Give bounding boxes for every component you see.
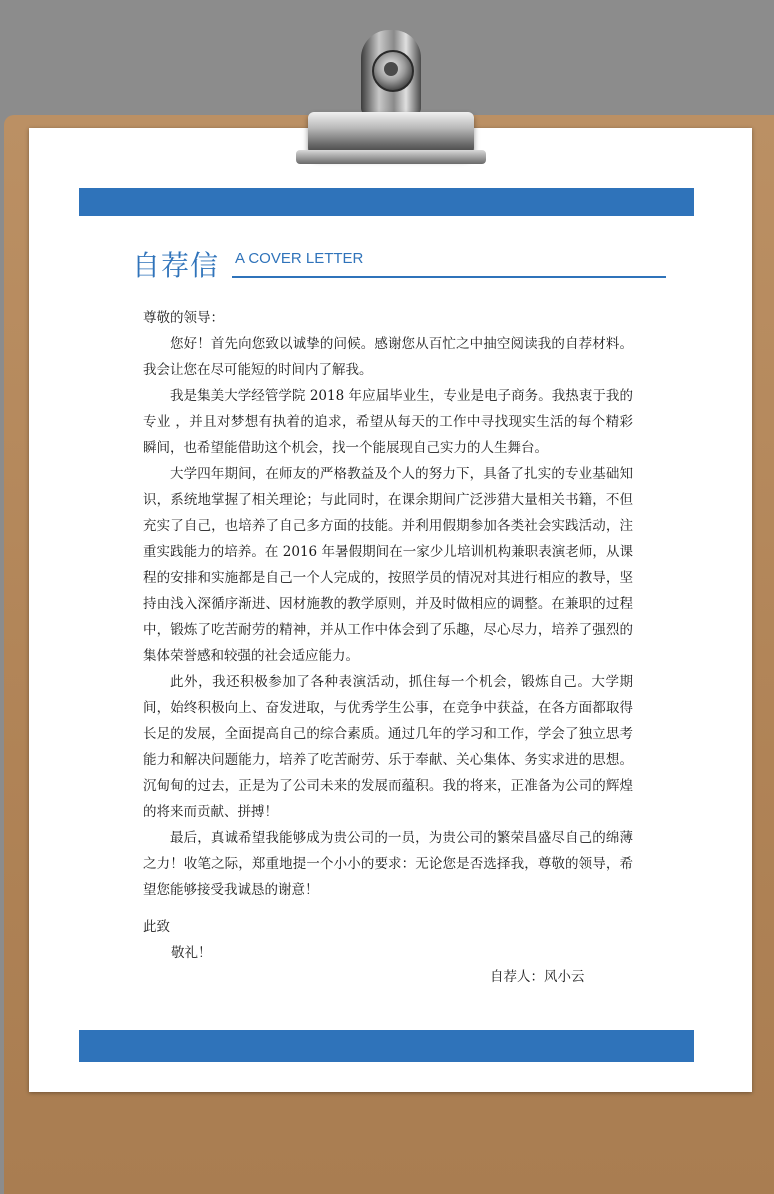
paragraph-greeting: 您好！首先向您致以诚挚的问候。感谢您从百忙之中抽空阅读我的自荐材料。我会让您在尽可能短的时间内了解我。 [143,336,633,378]
paragraph-conclusion: 最后，真诚希望我能够成为贵公司的一员，为贵公司的繁荣昌盛尽自己的绵薄之力！收笔之际，郑重地提一个小小的要求：无论您是否选择我，尊敬的领导，希望您能够接受我诚恳的谢意！ [143,830,633,898]
page-subtitle: A COVER LETTER [235,250,364,267]
header-color-bar [79,188,694,216]
paragraph-introduction: 我是集美大学经管学院 2018 年应届毕业生，专业是电子商务。我热衷于我的专业 ，并且对梦想有执着的追求，希望从每天的工作中寻找现实生活的每个精彩瞬间，也希望能借助这个机会，找一个能展现自己实力的人生舞台。 [143,388,633,456]
paragraph-activities: 此外，我还积极参加了各种表演活动，抓住每一个机会，锻炼自己。大学期间，始终积极向上、奋发进取，与优秀学生公事，在竞争中获益，在各方面都取得长足的发展，全面提高自己的综合素质。通过几年的学习和工作，学会了独立思考能力和解决问题能力，培养了吃苦耐劳、乐于奉献、关心集体、务实求进的思想。沉甸甸的过去，正是为了公司未来的发展而蕴积。我的将来，正准备为公司的辉煌的将来而贡献、拼搏！ [143,674,633,820]
closing-line-2: 敬礼！ [171,945,212,961]
signature: 自荐人：风小云 [490,969,585,985]
paragraph-university: 大学四年期间，在师友的严格教益及个人的努力下，具备了扎实的专业基础知识，系统地掌握了相关理论；与此同时，在课余期间广泛涉猎大量相关书籍，不但充实了自己，也培养了自己多方面的技能。并利用假期参加各类社会实践活动，注重实践能力的培养。在 2016 年暑假期间在一家少儿培训机构兼职表演老师，从课程的安排和实施都是自己一个人完成的，按照学员的情况对其进行相应的教导，坚持由浅入深循序渐进、因材施教的教学原则，并及时做相应的调整。在兼职的过程中，锻炼了吃苦耐劳的精神，并从工作中体会到了乐趣，尽心尽力，培养了强烈的集体荣誉感和较强的社会适应能力。 [143,466,633,664]
letter-body [143,305,633,903]
footer-color-bar [79,1030,694,1062]
title-underline [232,276,666,278]
page-title: 自荐信 [132,249,220,282]
salutation: 尊敬的领导： [143,310,224,326]
closing-line-1: 此致 [143,919,170,935]
binder-clip-hole [384,62,398,76]
binder-clip-edge [296,150,486,164]
